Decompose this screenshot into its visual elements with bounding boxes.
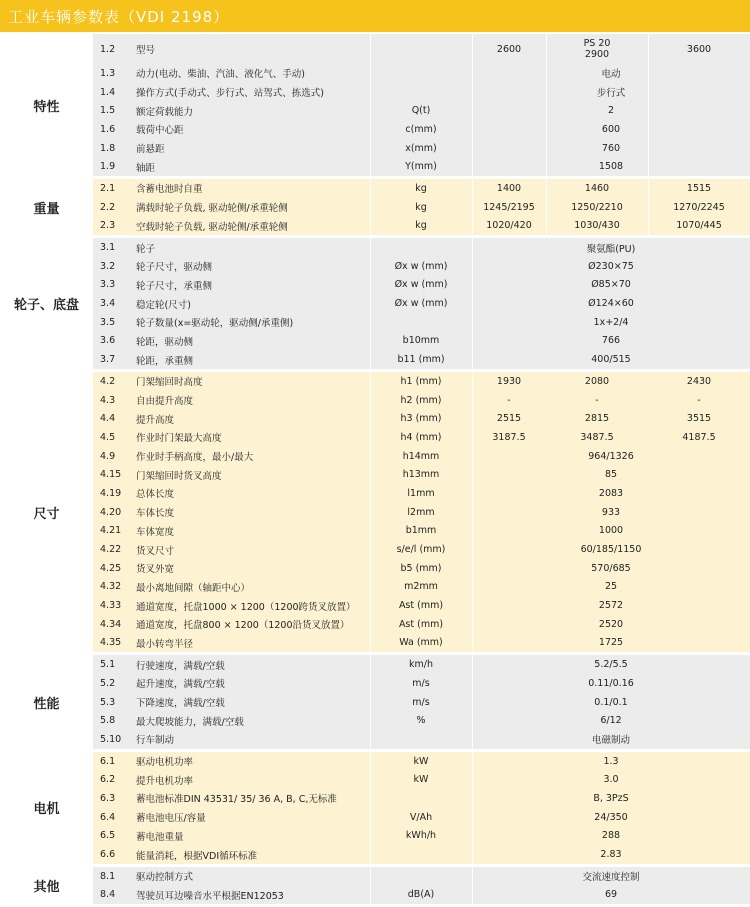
value-2900: 3487.5 (580, 431, 614, 443)
table-row (0, 711, 750, 730)
row-number: 2.2 (100, 201, 116, 213)
row-unit: h1 (mm) (400, 375, 442, 387)
value-2900: 2815 (584, 413, 610, 425)
row-value: 0.1/0.1 (594, 696, 628, 708)
row-number: 3.5 (100, 316, 116, 328)
row-value: 6/12 (600, 715, 622, 727)
row-unit: h3 (mm) (400, 413, 442, 425)
row-unit: kg (415, 201, 427, 213)
row-unit: Øx w (mm) (394, 298, 448, 310)
row-description: 提升高度 (136, 414, 175, 426)
table-row (0, 217, 750, 236)
row-description: 操作方式(手动式、步行式、站驾式、拣选式) (136, 88, 324, 100)
row-unit: s/e/l (mm) (396, 544, 446, 556)
row-description: 总体长度 (136, 489, 175, 501)
table-row (0, 139, 750, 158)
group-category-label: 重量 (33, 201, 60, 217)
row-number: 4.21 (100, 525, 122, 537)
table-row (0, 447, 750, 466)
row-description: 载荷中心距 (136, 125, 184, 137)
table-row (0, 845, 750, 864)
table-row (0, 634, 750, 653)
row-unit: kg (415, 182, 427, 194)
table-row (0, 391, 750, 410)
column-divider (472, 238, 473, 369)
row-description: 轮子尺寸，承重侧 (136, 280, 213, 292)
row-description: 额定荷载能力 (136, 106, 194, 118)
group-category-label: 轮子、底盘 (13, 298, 79, 314)
row-value: 288 (601, 830, 621, 842)
row-description: 驾驶员耳边噪音水平根据EN12053 (136, 890, 284, 902)
row-number: 4.33 (100, 600, 122, 612)
column-divider (546, 34, 547, 176)
row-description: 门架缩回时货叉高度 (136, 470, 222, 482)
row-description: 最大爬坡能力，满载/空载 (136, 716, 244, 728)
column-divider (472, 867, 473, 904)
row-unit (370, 34, 472, 64)
row-number: 4.20 (100, 506, 122, 518)
row-value: 3.0 (603, 774, 619, 786)
row-unit: b10mm (402, 335, 440, 347)
table-row (0, 179, 750, 198)
value-3600: 2430 (686, 375, 712, 387)
row-description: 车体宽度 (136, 526, 175, 538)
row-description: 蓄电池重量 (136, 831, 184, 843)
row-unit: h14mm (402, 450, 440, 462)
table-row (0, 332, 750, 351)
table-row (0, 808, 750, 827)
row-value: 1725 (598, 637, 624, 649)
row-number: 6.5 (100, 830, 116, 842)
row-unit: Øx w (mm) (394, 279, 448, 291)
row-number: 4.4 (100, 413, 116, 425)
row-description: 轮距，驱动侧 (136, 336, 194, 348)
spec-group (0, 238, 750, 369)
row-value: Ø85×70 (591, 279, 631, 291)
column-divider (370, 34, 371, 176)
table-row (0, 238, 750, 257)
row-value: 570/685 (591, 562, 631, 574)
row-description: 门架缩回时高度 (136, 377, 203, 389)
row-description: 蓄电池标准DIN 43531/ 35/ 36 A, B, C,无标准 (136, 794, 337, 806)
value-2600: 2515 (496, 413, 522, 425)
column-divider (546, 179, 547, 235)
value-2900: 1460 (584, 182, 610, 194)
row-description: 通道宽度，托盘1000 × 1200（1200跨货叉放置） (136, 601, 356, 613)
row-description: 轮距，承重侧 (136, 355, 194, 367)
table-row (0, 157, 750, 176)
row-number: 6.6 (100, 849, 116, 861)
row-number: 6.3 (100, 792, 116, 804)
row-unit: km/h (409, 659, 433, 671)
row-value: 400/515 (591, 354, 631, 366)
table-row (0, 789, 750, 808)
row-number: 2.1 (100, 182, 116, 194)
row-description: 货叉外宽 (136, 564, 175, 576)
row-unit: kW (413, 755, 429, 767)
row-unit (370, 867, 472, 886)
row-description: 最小离地间隙（轴距中心） (136, 582, 251, 594)
row-unit (370, 313, 472, 332)
row-unit (370, 845, 472, 864)
row-number: 4.5 (100, 431, 116, 443)
row-description: 最小转弯半径 (136, 638, 194, 650)
row-description: 轮子数量(x=驱动轮，驱动侧/承重侧) (136, 318, 294, 330)
row-description: 行车制动 (136, 735, 175, 747)
row-value: 电磁制动 (591, 735, 630, 747)
table-row (0, 428, 750, 447)
row-number: 4.25 (100, 562, 122, 574)
row-description: 轮子 (136, 243, 156, 255)
row-number: 4.19 (100, 487, 122, 499)
row-unit: Q(t) (411, 105, 431, 117)
row-description: 下降速度，满载/空载 (136, 698, 225, 710)
row-value: 2083 (598, 487, 624, 499)
value-3600: 1515 (686, 182, 712, 194)
spec-group (0, 655, 750, 748)
value-2600: 1400 (496, 182, 522, 194)
column-divider (472, 372, 473, 652)
column-divider (648, 179, 649, 235)
row-description: 含蓄电池时自重 (136, 184, 203, 196)
row-number: 3.7 (100, 354, 116, 366)
row-unit: b1mm (405, 525, 437, 537)
group-category-label: 其他 (33, 880, 60, 896)
table-row (0, 257, 750, 276)
row-value: 2.83 (600, 849, 622, 861)
value-2900: - (595, 394, 599, 406)
column-divider (472, 34, 473, 176)
row-unit: x(mm) (405, 142, 437, 154)
table-row (0, 484, 750, 503)
model-value: 2900 (584, 49, 610, 60)
row-value: 24/350 (594, 811, 628, 823)
table-row (0, 752, 750, 771)
table-row (0, 372, 750, 391)
row-value: 聚氨酯(PU) (586, 243, 636, 255)
row-number: 1.8 (100, 142, 116, 154)
column-divider (648, 34, 649, 176)
row-unit (370, 64, 472, 83)
row-unit: Y(mm) (405, 161, 437, 173)
row-number: 3.4 (100, 298, 116, 310)
group-category-label: 尺寸 (33, 506, 60, 522)
row-value: Ø124×60 (588, 298, 634, 310)
row-value: 0.11/0.16 (588, 677, 634, 689)
spec-table (0, 34, 750, 907)
row-value: B, 3PzS (593, 792, 629, 804)
value-2900: 2080 (584, 375, 610, 387)
value-2600: 3187.5 (492, 431, 526, 443)
row-unit: V/Ah (409, 811, 433, 823)
row-unit: kg (415, 220, 427, 232)
row-value: 933 (601, 506, 621, 518)
row-value: 1508 (598, 161, 624, 173)
row-number: 5.1 (100, 659, 116, 671)
row-unit: c(mm) (405, 123, 437, 135)
table-row (0, 596, 750, 615)
row-description: 动力(电动、柴油、汽油、液化气、手动) (136, 69, 305, 81)
table-row (0, 886, 750, 905)
row-unit: kW (413, 774, 429, 786)
row-value: Ø230×75 (588, 260, 634, 272)
table-row (0, 409, 750, 428)
value-3600: 4187.5 (682, 431, 716, 443)
row-number: 1.3 (100, 67, 116, 79)
row-number: 5.10 (100, 733, 122, 745)
row-number: 5.8 (100, 715, 116, 727)
column-divider (370, 238, 371, 369)
row-unit: h4 (mm) (400, 431, 442, 443)
table-row (0, 827, 750, 846)
table-row (0, 294, 750, 313)
row-number: 3.3 (100, 279, 116, 291)
group-category-label: 特性 (33, 99, 60, 115)
row-number: 4.35 (100, 637, 122, 649)
table-row (0, 522, 750, 541)
spec-group (0, 867, 750, 904)
row-unit: m/s (412, 677, 430, 689)
row-value: 60/185/1150 (580, 544, 642, 556)
table-row (0, 198, 750, 217)
row-unit: b11 (mm) (397, 354, 445, 366)
table-row (0, 540, 750, 559)
row-unit: Wa (mm) (399, 637, 443, 649)
table-row (0, 350, 750, 369)
row-value: 电动 (601, 69, 621, 81)
row-number: 4.22 (100, 544, 122, 556)
row-value: 600 (601, 123, 621, 135)
page-title: 工业车辆参数表（VDI 2198） (8, 8, 230, 26)
row-description: 能量消耗，根据VDI循环标准 (136, 850, 258, 862)
row-number: 8.4 (100, 889, 116, 901)
row-unit: Ast (mm) (398, 600, 444, 612)
row-number: 4.32 (100, 581, 122, 593)
row-value: 5.2/5.5 (594, 659, 628, 671)
row-unit: l1mm (407, 487, 435, 499)
value-3600: 3515 (686, 413, 712, 425)
row-number: 3.1 (100, 242, 116, 254)
group-category-label: 电机 (33, 802, 60, 818)
row-unit: l2mm (407, 506, 435, 518)
row-description: 行驶速度，满载/空载 (136, 660, 225, 672)
table-row (0, 83, 750, 102)
row-description: 车体长度 (136, 508, 175, 520)
row-description: 自由提升高度 (136, 396, 194, 408)
column-divider (472, 752, 473, 864)
row-unit (370, 789, 472, 808)
row-value: 1000 (598, 525, 624, 537)
row-number: 6.2 (100, 774, 116, 786)
spec-group (0, 179, 750, 235)
table-row (0, 615, 750, 634)
row-unit (370, 83, 472, 102)
table-row (0, 120, 750, 139)
row-unit: m/s (412, 696, 430, 708)
value-3600: 3600 (686, 43, 712, 55)
row-value: 1x+2/4 (593, 316, 629, 328)
table-row (0, 578, 750, 597)
row-number: 4.3 (100, 394, 116, 406)
row-number: 3.2 (100, 260, 116, 272)
row-value: 85 (604, 469, 618, 481)
value-3600: 1070/445 (676, 220, 722, 232)
row-number: 5.2 (100, 677, 116, 689)
row-unit: h13mm (402, 469, 440, 481)
row-value: 1.3 (603, 755, 619, 767)
table-row (0, 770, 750, 789)
row-number: 4.2 (100, 375, 116, 387)
row-description: 稳定轮(尺寸) (136, 299, 191, 311)
column-divider (472, 179, 473, 235)
value-2600: 1245/2195 (483, 201, 535, 213)
column-divider (370, 372, 371, 652)
row-description: 货叉尺寸 (136, 545, 175, 557)
value-2900: 1250/2210 (571, 201, 623, 213)
row-description: 通道宽度，托盘800 × 1200（1200沿货叉放置） (136, 620, 350, 632)
row-description: 满载时轮子负载, 驱动轮侧/承重轮侧 (136, 203, 288, 215)
table-row (0, 313, 750, 332)
row-unit: h2 (mm) (400, 394, 442, 406)
row-unit: Ast (mm) (398, 618, 444, 630)
value-2900: 1030/430 (574, 220, 620, 232)
value-3600: 1270/2245 (673, 201, 725, 213)
table-row (0, 503, 750, 522)
row-value: 2572 (598, 600, 624, 612)
value-2600: 1930 (496, 375, 522, 387)
row-description: 蓄电池电压/容量 (136, 813, 206, 825)
row-description: 提升电机功率 (136, 775, 194, 787)
row-description: 轴距 (136, 162, 156, 174)
row-description: 前悬距 (136, 144, 165, 156)
row-description: 起升速度，满载/空载 (136, 679, 225, 691)
row-number: 4.15 (100, 469, 122, 481)
row-number: 6.4 (100, 811, 116, 823)
column-divider (370, 179, 371, 235)
row-unit: m2mm (404, 581, 438, 593)
row-number: 1.9 (100, 161, 116, 173)
table-row (0, 867, 750, 886)
row-number: 1.6 (100, 123, 116, 135)
row-description: 驱动电机功率 (136, 757, 194, 769)
value-2600: - (507, 394, 511, 406)
row-value: 69 (604, 889, 618, 901)
row-description: 作业时门架最大高度 (136, 433, 222, 445)
row-value: 步行式 (596, 88, 626, 100)
row-description: 轮子尺寸，驱动侧 (136, 262, 213, 274)
row-value: 交流速度控制 (582, 872, 640, 884)
row-unit: kWh/h (405, 830, 437, 842)
row-number: 1.4 (100, 86, 116, 98)
spec-group (0, 34, 750, 176)
row-description: 型号 (136, 45, 156, 56)
spec-group (0, 372, 750, 652)
row-value: 760 (601, 142, 621, 154)
title-bar (0, 0, 750, 32)
row-unit (370, 730, 472, 749)
row-number: 2.3 (100, 220, 116, 232)
table-row (0, 674, 750, 693)
row-description: 作业时手柄高度，最小/最大 (136, 452, 254, 464)
row-value: 766 (601, 335, 621, 347)
row-number: 6.1 (100, 755, 116, 767)
row-unit: b5 (mm) (400, 562, 442, 574)
table-row (0, 64, 750, 83)
column-divider (370, 867, 371, 904)
value-2600: 1020/420 (486, 220, 532, 232)
row-value: 964/1326 (588, 450, 634, 462)
group-category-label: 性能 (33, 696, 60, 712)
table-row (0, 465, 750, 484)
value-3600: - (697, 394, 701, 406)
row-value: 25 (604, 581, 618, 593)
table-row (0, 276, 750, 295)
row-number: 1.5 (100, 105, 116, 117)
row-number: 4.34 (100, 618, 122, 630)
row-number: 3.6 (100, 335, 116, 347)
value-2900 (546, 34, 648, 64)
row-description: 驱动控制方式 (136, 872, 194, 884)
table-row (0, 693, 750, 712)
spec-group (0, 752, 750, 864)
column-divider (370, 752, 371, 864)
model-series-label: PS 20 (583, 38, 611, 49)
row-number: 5.3 (100, 696, 116, 708)
value-2600: 2600 (496, 43, 522, 55)
table-row (0, 34, 750, 64)
row-value: 2 (607, 105, 615, 117)
table-row (0, 730, 750, 749)
row-number: 8.1 (100, 870, 116, 882)
row-description: 空载时轮子负载, 驱动轮侧/承重轮侧 (136, 221, 288, 233)
table-row (0, 101, 750, 120)
column-divider (472, 655, 473, 748)
column-divider (370, 655, 371, 748)
row-number: 4.9 (100, 450, 116, 462)
row-unit: % (416, 715, 426, 727)
table-row (0, 559, 750, 578)
row-unit (370, 238, 472, 257)
row-number: 1.2 (100, 43, 116, 55)
row-unit: Øx w (mm) (394, 260, 448, 272)
row-value: 2520 (598, 618, 624, 630)
row-unit: dB(A) (407, 889, 435, 901)
table-row (0, 655, 750, 674)
